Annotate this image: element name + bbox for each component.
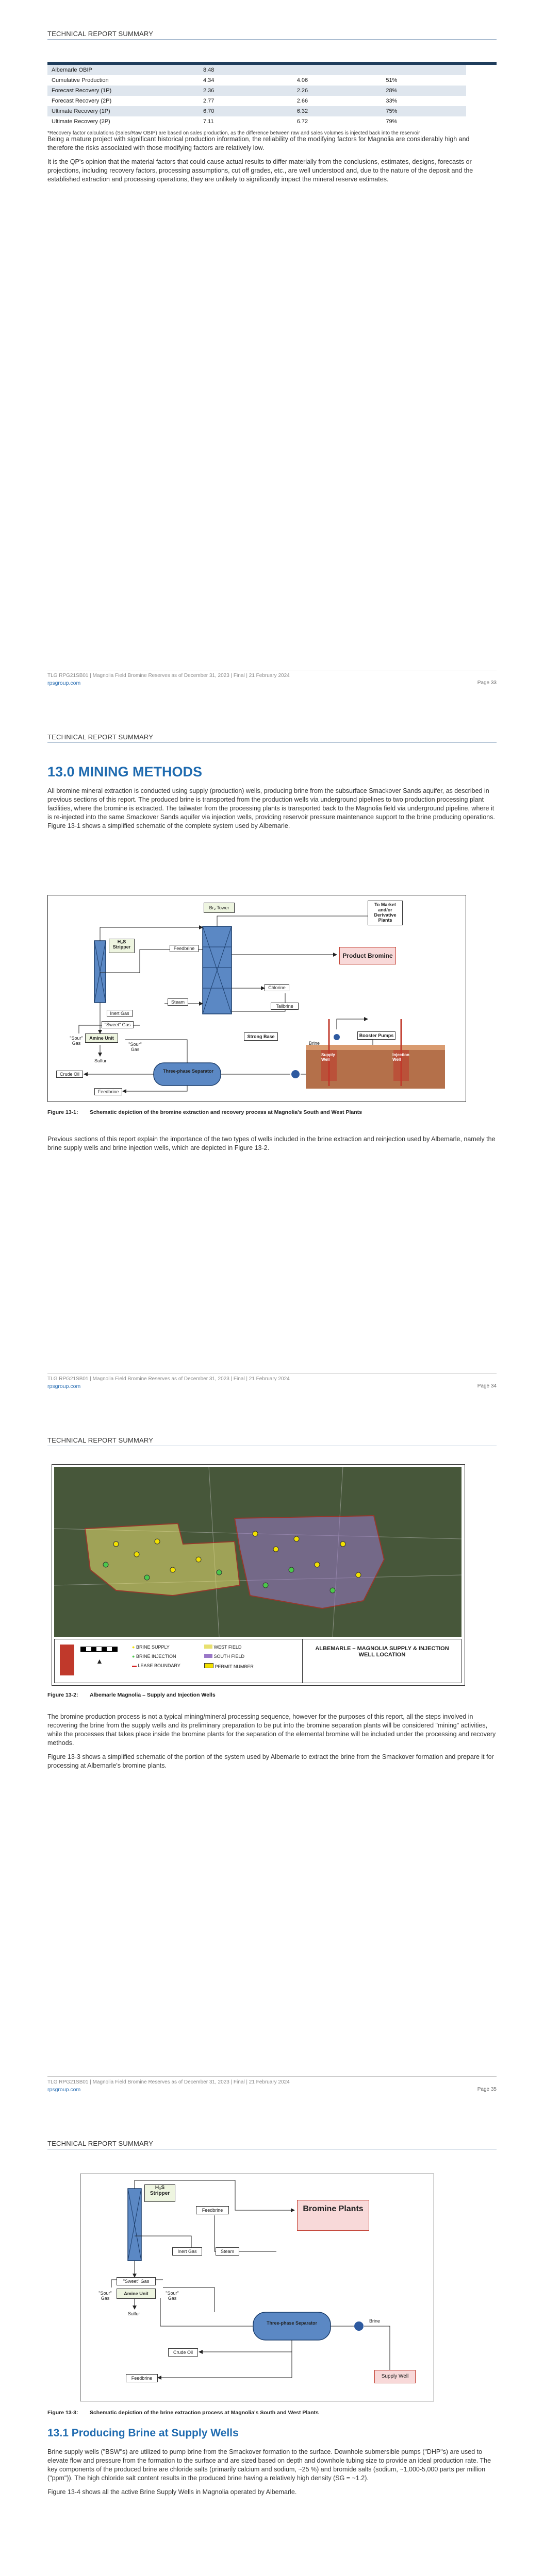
table-cell: 6.72: [296, 118, 308, 125]
br2-tower-label: Br₂ Tower: [204, 903, 235, 913]
page-number: Page 34: [477, 1383, 497, 1389]
table-cell: 8.48: [203, 67, 215, 73]
page-header: TECHNICAL REPORT SUMMARY: [47, 733, 154, 741]
header-rule: [47, 742, 497, 743]
table-cell: Albemarle OBIP: [52, 67, 92, 73]
booster-pumps-box: Booster Pumps: [357, 1031, 395, 1040]
footer-rule: [47, 1373, 497, 1374]
chlorine-label: Chlorine: [265, 984, 289, 991]
paragraph: All bromine mineral extraction is conducted using supply (production) wells, producing brine from the subsurface Smackover Sands aquifer, as described in previous sections of this report. The produced brine is transported from the production wells via underground pipelines to two production processing plant facilities, where the bromine is extracted. The tailwater from the processing plants is transported back to the Magnolia field via underground pipeline, where it is re-injected into the same Smackover Sands aquifer via injection wells, providing reservoir pressure maintenance support to the brine producing operations. Figure 13-1 shows a simplified schematic of the complete system used by Albemarle.: [47, 787, 495, 829]
table-cell: 6.32: [296, 108, 308, 114]
sweet-gas-label: "Sweet" Gas: [117, 2277, 156, 2285]
table-row: [47, 86, 466, 96]
footer-text: TLG RPG21SB01 | Magnolia Field Bromine Reserves as of December 31, 2023 | Final | 21 February 2024: [47, 673, 290, 679]
table-cell: 2.36: [203, 88, 215, 94]
table-cell: [293, 65, 382, 75]
table-footnote: *Recovery factor calculations (Sales/Raw OBIP) are based on sales production, as the difference between raw and sales volumes is injected back into the reservoir: [47, 130, 420, 136]
table-row: [47, 96, 466, 106]
page-number: Page 33: [477, 680, 497, 686]
table-cell: Forecast Recovery (2P): [52, 98, 112, 104]
table-cell: 51%: [386, 77, 398, 83]
table-cell: 28%: [386, 88, 398, 94]
caption-number: Figure 13-2:: [47, 1692, 78, 1698]
page34-text-2: [47, 1135, 497, 1153]
sweet-gas-label: "Sweet" Gas: [102, 1021, 134, 1028]
brine-label: Brine: [369, 2318, 381, 2324]
report-page-35: [0, 1406, 544, 2110]
table-cell: [382, 65, 466, 75]
legend-item-west-field: WEST FIELD: [204, 1645, 241, 1650]
separator-label: Three-phase Separator: [266, 2320, 318, 2326]
sulfur-label: Sulfur: [128, 2311, 140, 2316]
feedbrine-label: Feedbrine: [170, 945, 199, 952]
separator-icon: [253, 2312, 331, 2340]
sour-gas-label: "Sour" Gas: [128, 1042, 142, 1052]
report-page-36: [0, 2110, 544, 2576]
footer-link[interactable]: rpsgroup.com: [47, 1383, 81, 1389]
amine-unit-box: Amine Unit: [117, 2289, 156, 2299]
report-page-33: [0, 0, 544, 703]
table-row: [47, 116, 466, 127]
subsection-heading: 13.1 Producing Brine at Supply Wells: [47, 2427, 239, 2439]
legend-item-brine-injection: ● BRINE INJECTION: [132, 1654, 176, 1659]
caption-number: Figure 13-3:: [47, 2410, 78, 2416]
bromine-process-schematic: [47, 895, 466, 1102]
separator-icon: [154, 1063, 221, 1086]
north-arrow-icon: ▲: [96, 1657, 103, 1665]
pump-icon: [334, 1034, 340, 1040]
paragraph: It is the QP's opinion that the material factors that could cause actual results to differ materially from the conclusions, estimates, designs, forecasts or projections, including recovery factors, processing assumptions, cut off grades, etc., are well understood and, due to the nature of the deposit and the established extraction and processing operations, they are unlikely to significantly impact the mineral reserve estimates.: [47, 158, 473, 183]
table-cell: 2.66: [296, 98, 308, 104]
to-market-box: To Market and/or Derivative Plants: [368, 901, 403, 925]
supply-well-label: Supply Well: [321, 1053, 335, 1062]
caption-text: Schematic depiction of the bromine extraction and recovery process at Magnolia's South and West Plants: [89, 1109, 362, 1115]
paragraph: Being a mature project with significant historical production information, the reliability of the modifying factors for Magnolia are considerably high and therefore the risks associated with those modifying factors are relatively low.: [47, 135, 470, 151]
footer-link[interactable]: rpsgroup.com: [47, 2087, 81, 2093]
legend-item-lease-boundary: ▬ LEASE BOUNDARY: [132, 1663, 180, 1668]
table-cell: 4.34: [203, 77, 215, 83]
south-field-area: [235, 1516, 384, 1608]
strong-base-box: Strong Base: [244, 1032, 278, 1041]
page-header: TECHNICAL REPORT SUMMARY: [47, 2140, 154, 2147]
injection-well-label: Injection Well: [392, 1053, 409, 1062]
footer-link[interactable]: rpsgroup.com: [47, 680, 81, 686]
supply-well-box: Supply Well: [374, 2370, 416, 2383]
report-page-34: [0, 703, 544, 1406]
page-header: TECHNICAL REPORT SUMMARY: [47, 30, 154, 38]
sour-gas-label: "Sour" Gas: [166, 2291, 179, 2301]
feedbrine-label: Feedbrine: [126, 2374, 158, 2382]
feedbrine-label: Feedbrine: [94, 1088, 122, 1095]
legend-item-south-field: SOUTH FIELD: [204, 1654, 244, 1659]
well-location-map-figure: [52, 1464, 465, 1686]
pump-icon: [354, 2321, 364, 2331]
map-title: ALBEMARLE – MAGNOLIA SUPPLY & INJECTION WELL LOCATION: [315, 1646, 449, 1658]
table-row: [47, 65, 466, 75]
map-legend: [54, 1639, 461, 1683]
map-graphics: [54, 1467, 461, 1637]
page33-text: [47, 135, 497, 184]
header-rule: [47, 39, 497, 40]
inert-gas-label: Inert Gas: [172, 2247, 202, 2256]
table-cell: 33%: [386, 98, 398, 104]
schematic-lines: [48, 895, 466, 1101]
product-bromine-box: Product Bromine: [339, 947, 396, 964]
paragraph: Figure 13-4 shows all the active Brine Supply Wells in Magnolia operated by Albemarle.: [47, 2488, 297, 2496]
table-cell: Forecast Recovery (1P): [52, 88, 112, 94]
paragraph: Brine supply wells ("BSW"s) are utilized to pump brine from the Smackover formation to the surface. Downhole submersible pumps ("DHP"s) are used to elevate flow and pressure from the formation to the surface and are sized based on depth and downhole tubing size to provide an ideal production rate. The key components of the produced brine are chloride salts (primarily calcium and sodium, ~25 %) and bromide salts (sodium, ~1,000-5,000 parts per million ("ppm")). The high chloride salt content results in the produced brine having a relatively high density (SG = ~1.2).: [47, 2448, 491, 2482]
page34-text: [47, 787, 497, 831]
table-row: [47, 75, 466, 86]
brine-extraction-schematic: [80, 2174, 434, 2401]
bromine-plants-box: Bromine Plants: [297, 2200, 369, 2231]
footer-text: TLG RPG21SB01 | Magnolia Field Bromine Reserves as of December 31, 2023 | Final | 21 February 2024: [47, 1376, 290, 1382]
table-cell: 79%: [386, 118, 398, 125]
table-cell: 7.11: [203, 118, 214, 125]
amine-unit-box: Amine Unit: [85, 1033, 118, 1043]
paragraph: The bromine production process is not a typical mining/mineral processing sequence, however for the purposes of this report, all the steps involved in recovering the brine from the supply wells and its preliminary preparation to be put into the bromine separation plants will be considered "mining" activities, while the processes that takes place inside the bromine plants for the separation of the elemental bromine will be included under the processing and recovery methods.: [47, 1713, 496, 1747]
caption-text: Albemarle Magnolia – Supply and Injection Wells: [89, 1692, 216, 1698]
satellite-map: [54, 1467, 461, 1637]
sour-gas-label: "Sour" Gas: [98, 2291, 112, 2301]
crude-oil-label: Crude Oil: [168, 2348, 198, 2357]
table-row: [47, 106, 466, 116]
feedbrine-label: Feedbrine: [196, 2206, 229, 2214]
h2s-stripper-label: H₂S Stripper: [144, 2184, 175, 2202]
brine-label: Brine: [309, 1041, 320, 1046]
page-number: Page 35: [477, 2087, 497, 2092]
steam-label: Steam: [168, 998, 188, 1006]
page35-text: [47, 1713, 497, 1770]
sour-gas-label: "Sour" Gas: [70, 1036, 83, 1046]
page-header: TECHNICAL REPORT SUMMARY: [47, 1436, 154, 1444]
table-cell: Ultimate Recovery (1P): [52, 108, 110, 114]
figure-caption: [47, 2408, 497, 2417]
caption-number: Figure 13-1:: [47, 1109, 78, 1115]
figure-caption: [47, 1107, 497, 1116]
footer-rule: [47, 2076, 497, 2077]
table-cell: 75%: [386, 108, 398, 114]
tailbrine-label: Tailbrine: [271, 1003, 299, 1010]
crude-oil-label: Crude Oil: [56, 1071, 83, 1078]
scale-bar-icon: [80, 1647, 118, 1652]
table-cell: 2.26: [296, 88, 308, 94]
caption-text: Schematic depiction of the brine extraction process at Magnolia's South and West Plants: [89, 2410, 319, 2416]
table-cell: 2.77: [203, 98, 215, 104]
page36-text: [47, 2448, 497, 2497]
rps-logo-icon: [60, 1645, 74, 1675]
legend-item-permit-number: PERMIT NUMBER: [204, 1663, 254, 1669]
footer-text: TLG RPG21SB01 | Magnolia Field Bromine Reserves as of December 31, 2023 | Final | 21 February 2024: [47, 2079, 290, 2085]
figure-caption: [47, 1690, 497, 1699]
h2s-stripper-label: H₂S Stripper: [109, 939, 135, 953]
schematic-lines: [80, 2174, 434, 2401]
reserves-table: [47, 65, 466, 127]
pump-icon: [291, 1070, 300, 1078]
table-cell: 6.70: [203, 108, 215, 114]
sulfur-label: Sulfur: [94, 1058, 107, 1063]
reserves-table-wrap: [47, 62, 497, 137]
table-cell: Ultimate Recovery (2P): [52, 118, 110, 125]
section-heading: 13.0 MINING METHODS: [47, 764, 203, 779]
table-cell: 4.06: [296, 77, 308, 83]
separator-label: Three-phase Separator: [162, 1069, 214, 1074]
steam-label: Steam: [216, 2247, 239, 2256]
paragraph: Figure 13-3 shows a simplified schematic of the portion of the system used by Albemarle to extract the brine from the Smackover formation and prepare it for processing at Albemarle's bromine plants.: [47, 1753, 494, 1769]
inert-gas-label: Inert Gas: [107, 1010, 133, 1017]
table-cell: Cumulative Production: [52, 77, 109, 83]
paragraph: Previous sections of this report explain the importance of the two types of wells included in the brine extraction and reinjection used by Albemarle, namely the brine supply wells and brine injection wells, which are depicted in Figure 13-2.: [47, 1136, 496, 1151]
legend-item-brine-supply: ● BRINE SUPPLY: [132, 1645, 170, 1650]
